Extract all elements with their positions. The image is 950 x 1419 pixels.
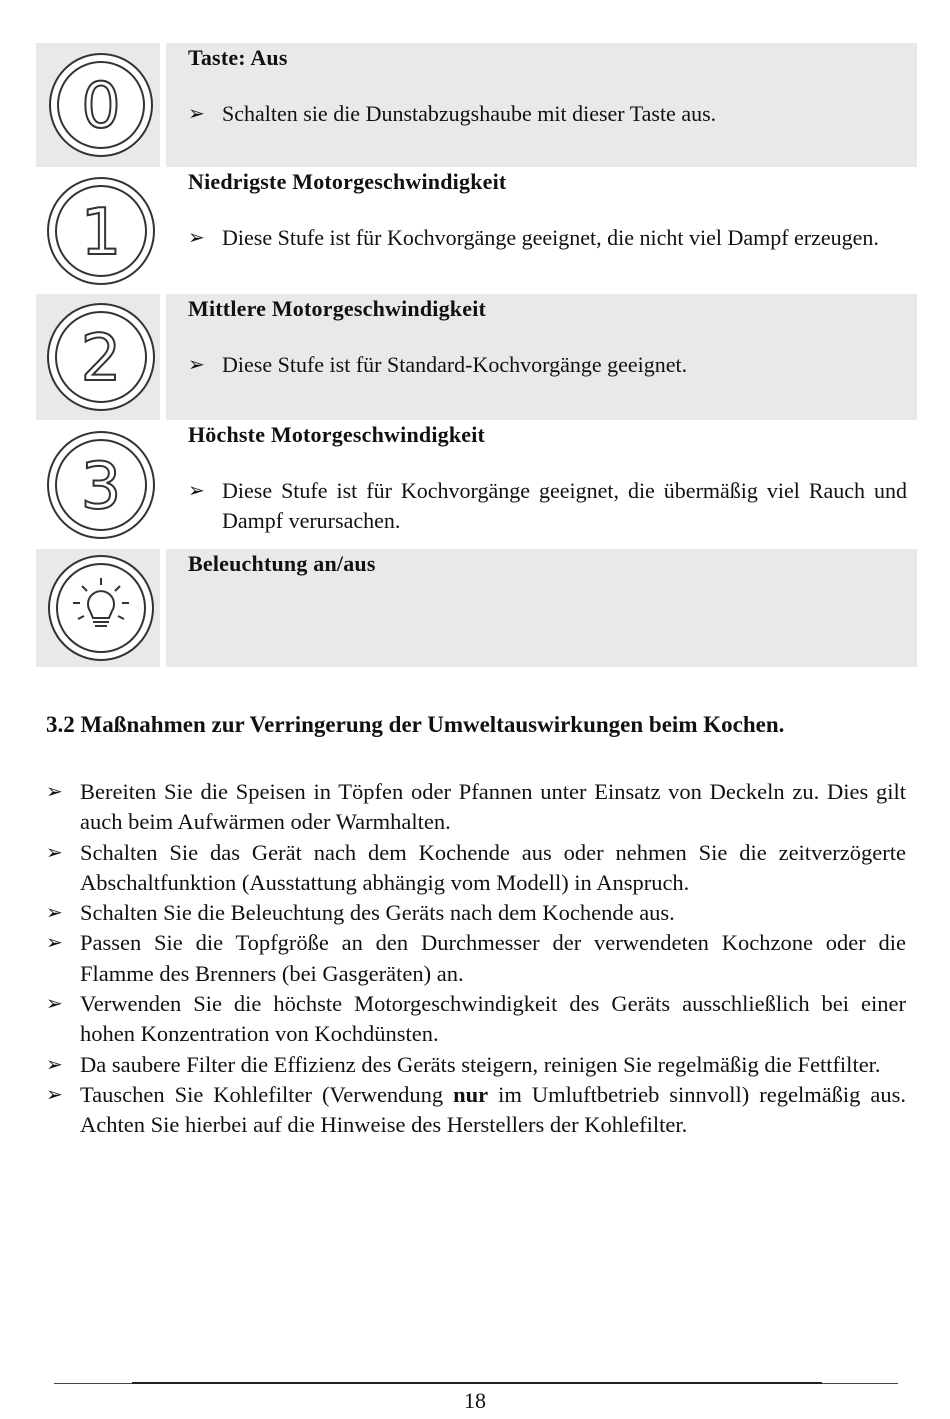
light-bulb-icon (46, 553, 156, 663)
text-cell (166, 420, 917, 549)
section-heading: 3.2 Maßnahmen zur Verringerung der Umweltauswirkungen beim Kochen. (46, 712, 785, 737)
icon-cell (36, 549, 166, 667)
arrow-bullet-icon: ➢ (188, 354, 205, 376)
icon-cell (36, 294, 166, 420)
text-cell (166, 167, 917, 294)
arrow-bullet-icon: ➢ (188, 103, 205, 125)
button-3-icon (45, 429, 157, 541)
row-button-3 (36, 420, 917, 549)
measures-list (46, 777, 906, 1141)
svg-text:0: 0 (81, 69, 121, 142)
arrow-bullet-icon: ➢ (46, 932, 63, 955)
row-bullet: ➢ Schalten sie die Dunstabzugshaube mit dieser Taste aus. (188, 99, 907, 129)
list-item: ➢ Schalten Sie das Gerät nach dem Kochende aus oder nehmen Sie die zeitverzögerte Abschaltfunktion (Ausstattung abhängig vom Modell) in Anspruch. (46, 838, 906, 899)
row-title: Niedrigste Motorgeschwindigkeit (188, 169, 507, 194)
row-title: Beleuchtung an/aus (188, 551, 376, 576)
text-cell (166, 43, 917, 167)
arrow-bullet-icon: ➢ (46, 1083, 63, 1106)
icon-cell (36, 167, 166, 294)
arrow-bullet-icon: ➢ (46, 841, 63, 864)
svg-text:2: 2 (80, 322, 122, 396)
svg-text:1: 1 (80, 195, 122, 270)
row-bullet: ➢ Diese Stufe ist für Kochvorgänge geeignet, die nicht viel Dampf erzeugen. (188, 223, 907, 253)
list-item: ➢ Tauschen Sie Kohlefilter (Verwendung nur im Umluftbetrieb sinnvoll) regelmäßig aus. Achten Sie hierbei auf die Hinweise des Herstellers der Kohlefilter. (46, 1080, 906, 1141)
row-button-2 (36, 294, 917, 420)
svg-text:3: 3 (80, 449, 122, 524)
row-button-off (36, 43, 917, 167)
arrow-bullet-icon: ➢ (46, 902, 63, 925)
control-buttons-table (36, 43, 917, 667)
arrow-bullet-icon: ➢ (188, 227, 205, 249)
list-item: ➢ Passen Sie die Topfgröße an den Durchmesser der verwendeten Kochzone oder die Flamme des Brenners (bei Gasgeräten) an. (46, 928, 906, 989)
arrow-bullet-icon: ➢ (46, 1053, 63, 1076)
row-bullet: ➢ Diese Stufe ist für Kochvorgänge geeignet, die übermäßig viel Rauch und Dampf verursachen. (188, 476, 907, 536)
button-0-icon (47, 51, 155, 159)
list-item: ➢ Da saubere Filter die Effizienz des Geräts steigern, reinigen Sie regelmäßig die Fettfilter. (46, 1050, 906, 1080)
list-item: ➢ Verwenden Sie die höchste Motorgeschwindigkeit des Geräts ausschließlich bei einer hohen Konzentration von Kochdünsten. (46, 989, 906, 1050)
row-button-1 (36, 167, 917, 294)
row-button-light (36, 549, 917, 667)
list-item: ➢ Schalten Sie die Beleuchtung des Geräts nach dem Kochende aus. (46, 898, 906, 928)
footer-divider-bold (132, 1382, 822, 1384)
icon-cell (36, 420, 166, 549)
text-cell (166, 294, 917, 420)
arrow-bullet-icon: ➢ (46, 993, 63, 1016)
button-1-icon (45, 175, 157, 287)
list-item: ➢ Bereiten Sie die Speisen in Töpfen oder Pfannen unter Einsatz von Deckeln zu. Dies gilt auch beim Aufwärmen oder Warmhalten. (46, 777, 906, 838)
row-title: Höchste Motorgeschwindigkeit (188, 422, 486, 447)
row-title: Taste: Aus (188, 45, 288, 70)
row-bullet: ➢ Diese Stufe ist für Standard-Kochvorgänge geeignet. (188, 350, 907, 380)
icon-cell (36, 43, 166, 167)
button-2-icon (45, 301, 157, 413)
page-number: 18 (464, 1388, 486, 1413)
text-cell (166, 549, 917, 667)
row-title: Mittlere Motorgeschwindigkeit (188, 296, 487, 321)
arrow-bullet-icon: ➢ (188, 480, 205, 502)
arrow-bullet-icon: ➢ (46, 781, 63, 803)
